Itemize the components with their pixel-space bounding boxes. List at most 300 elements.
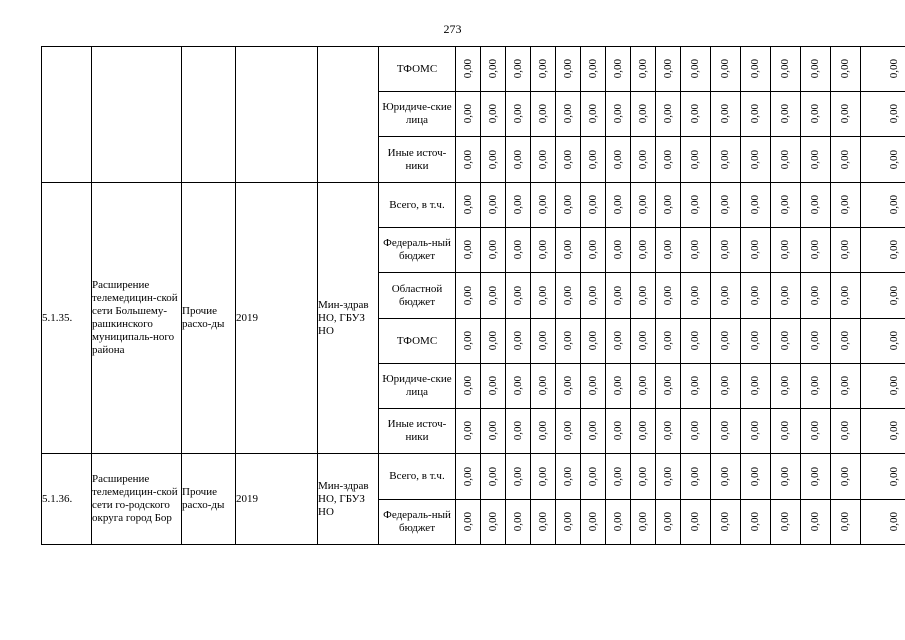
- value-cell: [801, 137, 831, 183]
- value-cell: [801, 183, 831, 228]
- expense-type-cell: [182, 47, 236, 183]
- value-cell: [631, 319, 656, 364]
- value-cell: [681, 273, 711, 319]
- value-cell: [801, 47, 831, 92]
- value-text: 0,00: [661, 466, 674, 487]
- value-cell: [711, 137, 741, 183]
- value-cell: [711, 228, 741, 273]
- value-cell: [861, 92, 905, 137]
- value-cell: [481, 137, 506, 183]
- value-text: 0,00: [461, 421, 474, 441]
- value-cell: [831, 137, 861, 183]
- value-text: 0,00: [888, 285, 900, 306]
- value-text: 0,00: [689, 331, 701, 351]
- value-text: 0,00: [536, 240, 549, 260]
- value-text: 0,00: [661, 149, 674, 170]
- value-cell: [711, 47, 741, 92]
- budget-table: [41, 46, 905, 545]
- value-text: 0,00: [888, 240, 900, 260]
- value-text: 0,00: [586, 149, 599, 170]
- table-row: [42, 47, 905, 92]
- value-cell: [481, 409, 506, 454]
- value-text: 0,00: [461, 376, 474, 396]
- value-cell: [581, 228, 606, 273]
- value-text: 0,00: [719, 331, 731, 351]
- value-text: 0,00: [779, 331, 791, 351]
- value-text: 0,00: [536, 466, 549, 487]
- value-text: 0,00: [779, 240, 791, 260]
- value-text: 0,00: [486, 421, 499, 441]
- value-text: 0,00: [779, 421, 791, 441]
- value-cell: [741, 319, 771, 364]
- executor: Мин-здрав НО, ГБУЗ НО: [318, 183, 379, 454]
- value-cell: [741, 454, 771, 500]
- value-text: 0,00: [536, 195, 549, 215]
- value-text: 0,00: [636, 195, 649, 215]
- value-cell: [456, 273, 481, 319]
- value-text: 0,00: [749, 59, 761, 79]
- value-text: 0,00: [888, 421, 900, 441]
- value-cell: [481, 319, 506, 364]
- value-text: 0,00: [809, 285, 821, 306]
- value-text: 0,00: [719, 512, 731, 532]
- value-text: 0,00: [561, 240, 574, 260]
- value-text: 0,00: [839, 466, 851, 487]
- value-cell: [741, 137, 771, 183]
- value-cell: [861, 273, 905, 319]
- value-text: 0,00: [636, 376, 649, 396]
- source-label: Иные источ-ники: [379, 409, 456, 454]
- value-cell: [771, 47, 801, 92]
- value-text: 0,00: [586, 331, 599, 351]
- value-text: 0,00: [536, 331, 549, 351]
- value-cell: [606, 500, 631, 545]
- value-text: 0,00: [661, 104, 674, 124]
- value-cell: [606, 409, 631, 454]
- value-text: 0,00: [636, 285, 649, 306]
- value-cell: [801, 273, 831, 319]
- value-text: 0,00: [511, 285, 524, 306]
- value-text: 0,00: [586, 285, 599, 306]
- expense-type: Прочие расхо-ды: [182, 183, 236, 454]
- value-cell: [506, 137, 531, 183]
- value-cell: [556, 183, 581, 228]
- value-text: 0,00: [749, 195, 761, 215]
- value-cell: [581, 364, 606, 409]
- value-text: 0,00: [888, 331, 900, 351]
- value-text: 0,00: [779, 104, 791, 124]
- value-text: 0,00: [809, 512, 821, 532]
- value-text: 0,00: [561, 421, 574, 441]
- value-text: 0,00: [611, 149, 624, 170]
- value-text: 0,00: [749, 421, 761, 441]
- value-cell: [631, 47, 656, 92]
- value-text: 0,00: [809, 421, 821, 441]
- value-text: 0,00: [511, 331, 524, 351]
- value-cell: [481, 454, 506, 500]
- value-cell: [606, 364, 631, 409]
- value-text: 0,00: [779, 376, 791, 396]
- value-text: 0,00: [661, 512, 674, 532]
- value-cell: [681, 183, 711, 228]
- value-cell: [681, 500, 711, 545]
- value-text: 0,00: [461, 512, 474, 532]
- value-cell: [531, 183, 556, 228]
- value-cell: [556, 319, 581, 364]
- value-text: 0,00: [809, 149, 821, 170]
- value-text: 0,00: [486, 104, 499, 124]
- value-cell: [711, 273, 741, 319]
- value-cell: [801, 92, 831, 137]
- table-row: [42, 183, 905, 228]
- table-row: [42, 454, 905, 500]
- value-cell: [556, 273, 581, 319]
- value-cell: [861, 364, 905, 409]
- value-cell: [681, 228, 711, 273]
- value-text: 0,00: [611, 104, 624, 124]
- value-text: 0,00: [561, 149, 574, 170]
- value-text: 0,00: [461, 59, 474, 79]
- value-text: 0,00: [719, 466, 731, 487]
- value-text: 0,00: [561, 466, 574, 487]
- value-cell: [481, 364, 506, 409]
- value-text: 0,00: [888, 376, 900, 396]
- value-text: 0,00: [536, 421, 549, 441]
- value-cell: [831, 409, 861, 454]
- value-cell: [771, 228, 801, 273]
- value-cell: [581, 183, 606, 228]
- executor: Мин-здрав НО, ГБУЗ НО: [318, 454, 379, 545]
- value-text: 0,00: [486, 59, 499, 79]
- value-text: 0,00: [611, 285, 624, 306]
- value-text: 0,00: [461, 466, 474, 487]
- value-text: 0,00: [888, 512, 900, 532]
- value-text: 0,00: [839, 285, 851, 306]
- value-cell: [581, 137, 606, 183]
- value-cell: [711, 92, 741, 137]
- value-cell: [481, 183, 506, 228]
- value-text: 0,00: [461, 104, 474, 124]
- source-label: Юридиче-ские лица: [379, 92, 456, 137]
- value-cell: [771, 273, 801, 319]
- value-text: 0,00: [511, 149, 524, 170]
- value-text: 0,00: [636, 104, 649, 124]
- value-text: 0,00: [611, 466, 624, 487]
- value-text: 0,00: [689, 195, 701, 215]
- value-text: 0,00: [719, 104, 731, 124]
- value-text: 0,00: [561, 331, 574, 351]
- value-text: 0,00: [779, 59, 791, 79]
- value-cell: [531, 273, 556, 319]
- value-text: 0,00: [586, 59, 599, 79]
- page-number: 273: [443, 22, 462, 36]
- value-cell: [801, 500, 831, 545]
- value-cell: [631, 92, 656, 137]
- value-cell: [741, 500, 771, 545]
- value-text: 0,00: [461, 240, 474, 260]
- value-text: 0,00: [536, 512, 549, 532]
- value-cell: [556, 500, 581, 545]
- value-text: 0,00: [689, 104, 701, 124]
- value-cell: [456, 183, 481, 228]
- value-text: 0,00: [611, 240, 624, 260]
- value-text: 0,00: [888, 59, 900, 79]
- value-text: 0,00: [689, 512, 701, 532]
- value-cell: [506, 364, 531, 409]
- value-text: 0,00: [486, 285, 499, 306]
- value-cell: [581, 500, 606, 545]
- code-cell: [42, 47, 92, 183]
- value-text: 0,00: [689, 59, 701, 79]
- value-cell: [456, 364, 481, 409]
- expense-type: Прочие расхо-ды: [182, 454, 236, 545]
- value-text: 0,00: [486, 240, 499, 260]
- value-text: 0,00: [719, 376, 731, 396]
- value-cell: [581, 92, 606, 137]
- value-text: 0,00: [486, 512, 499, 532]
- executor-cell: [318, 47, 379, 183]
- value-cell: [771, 500, 801, 545]
- value-cell: [481, 47, 506, 92]
- value-cell: [631, 183, 656, 228]
- value-cell: [456, 92, 481, 137]
- value-text: 0,00: [561, 376, 574, 396]
- value-text: 0,00: [839, 149, 851, 170]
- value-text: 0,00: [689, 240, 701, 260]
- value-text: 0,00: [661, 285, 674, 306]
- value-text: 0,00: [689, 149, 701, 170]
- value-cell: [456, 47, 481, 92]
- value-cell: [606, 454, 631, 500]
- value-text: 0,00: [586, 466, 599, 487]
- value-cell: [531, 364, 556, 409]
- value-cell: [531, 409, 556, 454]
- value-cell: [831, 500, 861, 545]
- value-cell: [831, 183, 861, 228]
- value-text: 0,00: [689, 421, 701, 441]
- value-cell: [681, 47, 711, 92]
- value-cell: [481, 92, 506, 137]
- value-text: 0,00: [536, 285, 549, 306]
- value-cell: [711, 409, 741, 454]
- value-cell: [831, 92, 861, 137]
- value-text: 0,00: [636, 512, 649, 532]
- value-cell: [656, 273, 681, 319]
- value-cell: [711, 364, 741, 409]
- value-text: 0,00: [611, 512, 624, 532]
- value-text: 0,00: [839, 331, 851, 351]
- value-cell: [556, 47, 581, 92]
- value-cell: [681, 137, 711, 183]
- value-text: 0,00: [779, 512, 791, 532]
- value-text: 0,00: [586, 195, 599, 215]
- value-cell: [506, 92, 531, 137]
- value-text: 0,00: [511, 59, 524, 79]
- value-cell: [681, 454, 711, 500]
- value-cell: [556, 137, 581, 183]
- source-label: Федераль-ный бюджет: [379, 228, 456, 273]
- value-cell: [681, 409, 711, 454]
- value-text: 0,00: [511, 512, 524, 532]
- value-cell: [711, 183, 741, 228]
- value-text: 0,00: [809, 104, 821, 124]
- source-label: Юридиче-ские лица: [379, 364, 456, 409]
- value-cell: [711, 319, 741, 364]
- value-text: 0,00: [719, 240, 731, 260]
- value-cell: [831, 47, 861, 92]
- value-cell: [801, 319, 831, 364]
- value-text: 0,00: [636, 240, 649, 260]
- value-text: 0,00: [611, 376, 624, 396]
- value-text: 0,00: [661, 240, 674, 260]
- value-cell: [531, 137, 556, 183]
- value-cell: [456, 319, 481, 364]
- value-text: 0,00: [839, 59, 851, 79]
- value-text: 0,00: [779, 466, 791, 487]
- value-text: 0,00: [636, 59, 649, 79]
- value-cell: [681, 319, 711, 364]
- value-cell: [531, 228, 556, 273]
- name-cell: [92, 47, 182, 183]
- value-text: 0,00: [611, 59, 624, 79]
- value-cell: [631, 409, 656, 454]
- value-text: 0,00: [661, 376, 674, 396]
- value-cell: [581, 319, 606, 364]
- value-text: 0,00: [536, 149, 549, 170]
- value-text: 0,00: [749, 466, 761, 487]
- value-text: 0,00: [888, 149, 900, 170]
- value-text: 0,00: [888, 466, 900, 487]
- value-cell: [831, 228, 861, 273]
- value-cell: [531, 92, 556, 137]
- value-text: 0,00: [689, 466, 701, 487]
- value-cell: [771, 409, 801, 454]
- value-cell: [681, 92, 711, 137]
- value-text: 0,00: [561, 512, 574, 532]
- value-text: 0,00: [749, 285, 761, 306]
- value-text: 0,00: [749, 149, 761, 170]
- value-text: 0,00: [636, 149, 649, 170]
- value-cell: [606, 92, 631, 137]
- value-text: 0,00: [636, 466, 649, 487]
- value-cell: [556, 409, 581, 454]
- item-code: 5.1.36.: [42, 454, 92, 545]
- source-label: Федераль-ный бюджет: [379, 500, 456, 545]
- value-text: 0,00: [719, 59, 731, 79]
- value-cell: [771, 364, 801, 409]
- value-text: 0,00: [689, 285, 701, 306]
- value-text: 0,00: [839, 421, 851, 441]
- value-text: 0,00: [486, 331, 499, 351]
- value-cell: [801, 364, 831, 409]
- value-cell: [741, 409, 771, 454]
- value-text: 0,00: [511, 376, 524, 396]
- value-cell: [506, 409, 531, 454]
- value-text: 0,00: [511, 195, 524, 215]
- value-cell: [656, 228, 681, 273]
- value-cell: [861, 319, 905, 364]
- value-cell: [771, 454, 801, 500]
- value-cell: [606, 319, 631, 364]
- value-cell: [861, 454, 905, 500]
- value-text: 0,00: [661, 59, 674, 79]
- value-text: 0,00: [749, 331, 761, 351]
- value-cell: [771, 183, 801, 228]
- value-cell: [606, 137, 631, 183]
- value-text: 0,00: [461, 331, 474, 351]
- year-cell: [236, 47, 318, 183]
- value-text: 0,00: [809, 331, 821, 351]
- value-cell: [741, 183, 771, 228]
- value-text: 0,00: [661, 195, 674, 215]
- value-cell: [581, 454, 606, 500]
- value-text: 0,00: [486, 149, 499, 170]
- value-cell: [771, 92, 801, 137]
- value-cell: [606, 228, 631, 273]
- value-cell: [531, 47, 556, 92]
- value-cell: [741, 273, 771, 319]
- item-name: Расширение телемедицин-ской сети го-родского округа город Бор: [92, 454, 182, 545]
- value-cell: [861, 500, 905, 545]
- value-text: 0,00: [586, 240, 599, 260]
- value-text: 0,00: [779, 149, 791, 170]
- value-cell: [741, 228, 771, 273]
- value-cell: [741, 47, 771, 92]
- year: 2019: [236, 454, 318, 545]
- value-text: 0,00: [611, 421, 624, 441]
- value-cell: [531, 500, 556, 545]
- value-text: 0,00: [749, 512, 761, 532]
- value-cell: [681, 364, 711, 409]
- value-cell: [506, 500, 531, 545]
- source-label: ТФОМС: [379, 47, 456, 92]
- value-text: 0,00: [511, 466, 524, 487]
- value-cell: [556, 364, 581, 409]
- value-cell: [581, 47, 606, 92]
- value-text: 0,00: [749, 104, 761, 124]
- value-text: 0,00: [749, 240, 761, 260]
- value-text: 0,00: [839, 240, 851, 260]
- value-cell: [656, 183, 681, 228]
- value-text: 0,00: [611, 331, 624, 351]
- value-text: 0,00: [779, 285, 791, 306]
- value-cell: [581, 273, 606, 319]
- value-cell: [506, 183, 531, 228]
- value-cell: [861, 183, 905, 228]
- value-cell: [771, 319, 801, 364]
- value-cell: [456, 454, 481, 500]
- value-cell: [801, 228, 831, 273]
- value-text: 0,00: [461, 285, 474, 306]
- value-cell: [631, 500, 656, 545]
- value-text: 0,00: [779, 195, 791, 215]
- value-cell: [631, 137, 656, 183]
- value-text: 0,00: [511, 421, 524, 441]
- value-text: 0,00: [839, 376, 851, 396]
- value-cell: [481, 500, 506, 545]
- value-text: 0,00: [536, 59, 549, 79]
- value-cell: [506, 273, 531, 319]
- value-text: 0,00: [719, 195, 731, 215]
- value-cell: [531, 319, 556, 364]
- value-cell: [506, 228, 531, 273]
- value-cell: [831, 454, 861, 500]
- value-text: 0,00: [486, 466, 499, 487]
- value-cell: [631, 273, 656, 319]
- value-text: 0,00: [839, 512, 851, 532]
- value-text: 0,00: [809, 59, 821, 79]
- value-cell: [656, 364, 681, 409]
